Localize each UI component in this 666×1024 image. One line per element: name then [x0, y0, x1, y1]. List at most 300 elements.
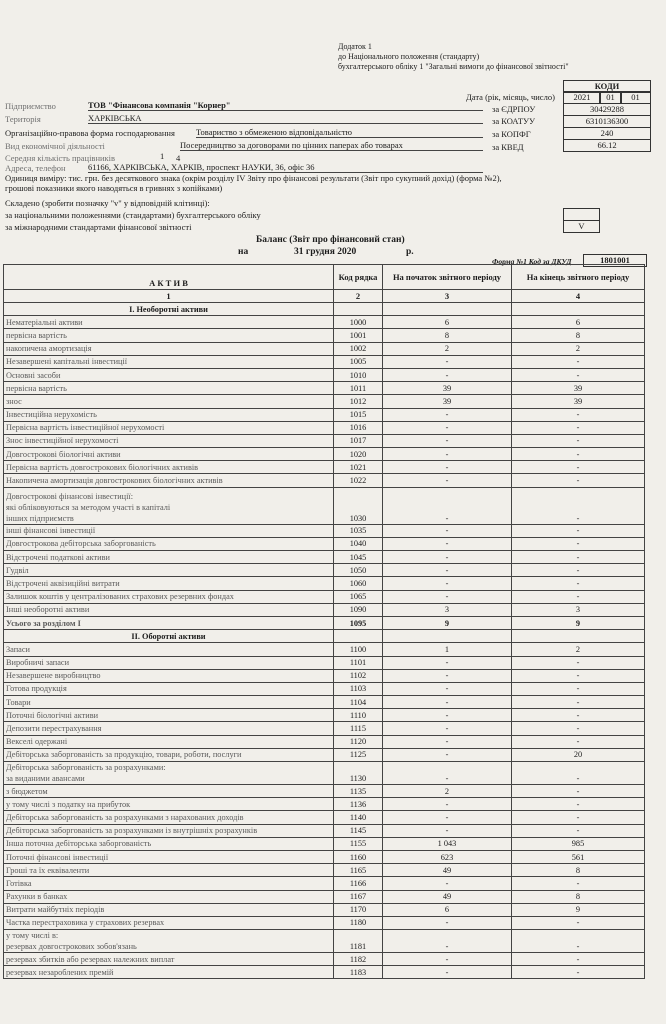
employees-value-1: 1	[160, 151, 165, 161]
table-row	[4, 837, 645, 850]
row-start-value: -	[383, 537, 512, 550]
row-label	[4, 329, 334, 342]
row-label-line: Первісна вартість інвестиційної нерухомості	[6, 423, 165, 433]
table-header-row	[4, 265, 645, 290]
row-start-value: 6	[383, 316, 512, 329]
row-start-value: -	[383, 656, 512, 669]
row-end-value: -	[512, 762, 645, 785]
row-label-line: Рахунки в банках	[6, 892, 68, 902]
row-start-value: 6	[383, 903, 512, 916]
table-row	[4, 785, 645, 798]
table-row	[4, 966, 645, 979]
table-row	[4, 316, 645, 329]
row-end-value: -	[512, 434, 645, 447]
col-num: 1	[4, 290, 334, 303]
row-label	[4, 316, 334, 329]
table-row	[4, 890, 645, 903]
row-end-value: 6	[512, 316, 645, 329]
row-label-line: Довгострокова дебіторська заборгованість	[6, 539, 156, 549]
row-end-value: 2	[512, 342, 645, 355]
row-label-line: Відстрочені аквізиційні витрати	[6, 578, 120, 588]
row-label	[4, 916, 334, 929]
addendum-line: Додаток 1	[338, 42, 372, 51]
row-start-value: 3	[383, 603, 512, 616]
row-code: 1100	[334, 643, 383, 656]
row-start-value: 623	[383, 850, 512, 863]
row-label-line: Частка перестраховика у страхових резервах	[6, 918, 165, 928]
row-code: 1166	[334, 877, 383, 890]
row-end-value: 39	[512, 382, 645, 395]
row-end-value: -	[512, 368, 645, 381]
row-start-value: -	[383, 696, 512, 709]
row-label-line: Незавершене виробництво	[6, 671, 101, 681]
row-end-value: -	[512, 953, 645, 966]
row-label	[4, 656, 334, 669]
row-start-value: 1 043	[383, 837, 512, 850]
row-label	[4, 564, 334, 577]
legal-form-value: Товариство з обмеженою відповідальністю	[196, 127, 483, 138]
row-code: 1181	[334, 930, 383, 953]
row-start-value: -	[383, 735, 512, 748]
table-row	[4, 616, 645, 629]
row-label-line: Відстрочені податкові активи	[6, 552, 110, 562]
row-label	[4, 669, 334, 682]
row-start-value: -	[383, 564, 512, 577]
row-end-value: 8	[512, 864, 645, 877]
row-code: 1145	[334, 824, 383, 837]
row-code: 1120	[334, 735, 383, 748]
table-row	[4, 656, 645, 669]
row-label	[4, 890, 334, 903]
row-start-value: -	[383, 682, 512, 695]
table-row	[4, 682, 645, 695]
units-line-2: грошові показники якого наводяться в гривнях з копійками)	[5, 183, 223, 193]
table-row	[4, 877, 645, 890]
row-code: 1030	[334, 487, 383, 524]
row-label	[4, 537, 334, 550]
row-label-line: первісна вартість	[6, 383, 67, 393]
row-label-line: Дебіторська заборгованість за продукцію, товари, роботи, послуги	[6, 750, 242, 760]
row-label	[4, 722, 334, 735]
row-end-value: -	[512, 916, 645, 929]
row-label-line: Поточні біологічні активи	[6, 710, 99, 720]
row-end-value: -	[512, 930, 645, 953]
row-code: 1010	[334, 368, 383, 381]
row-code: 1170	[334, 903, 383, 916]
units-line-1: Одиниця виміру: тис. грн. без десяткового знака (окрім розділу IV Звіту про фінансові результати (Звіт про сукупний дохід) (форма №2),	[5, 173, 502, 183]
activity-value: Посередництво за договорами по цінних паперах або товарах	[180, 140, 483, 151]
table-row	[4, 395, 645, 408]
enterprise-label: Підприємство	[5, 101, 56, 111]
row-end-value: 9	[512, 903, 645, 916]
row-label-line: Інші необоротні активи	[6, 605, 90, 615]
row-start-value: -	[383, 524, 512, 537]
row-end-value: -	[512, 669, 645, 682]
row-end-value: -	[512, 696, 645, 709]
row-start-value: -	[383, 930, 512, 953]
row-label-line: Усього за розділом I	[6, 618, 81, 628]
row-label-line: резервах незароблених премій	[6, 967, 114, 977]
row-label-line: Гудвіл	[6, 565, 29, 575]
row-label	[4, 877, 334, 890]
activity-label: Вид економічної діяльності	[5, 141, 105, 151]
table-row	[4, 930, 645, 953]
row-start-value: -	[383, 953, 512, 966]
employees-value-2: 4	[176, 153, 181, 163]
table-row	[4, 824, 645, 837]
table-row	[4, 850, 645, 863]
enterprise-value: ТОВ "Фінансова компанія "Корнер"	[88, 100, 483, 111]
table-row	[4, 903, 645, 916]
row-code: 1125	[334, 748, 383, 761]
row-start-value: -	[383, 877, 512, 890]
row-start-value: -	[383, 709, 512, 722]
row-end-value: -	[512, 524, 645, 537]
row-label	[4, 616, 334, 629]
row-end-value: -	[512, 824, 645, 837]
row-label-line: Виробничі запаси	[6, 658, 70, 668]
table-row	[4, 722, 645, 735]
row-label-line: Товари	[6, 697, 31, 707]
row-end-value: -	[512, 448, 645, 461]
table-row	[4, 303, 645, 316]
table-row	[4, 551, 645, 564]
row-start-value: 39	[383, 395, 512, 408]
report-title: Баланс (Звіт про фінансовий стан)	[256, 235, 405, 245]
row-label	[4, 953, 334, 966]
row-end-value: 8	[512, 890, 645, 903]
edrpou-value: 30429288	[563, 103, 651, 116]
row-label	[4, 864, 334, 877]
row-label-line: Інвестиційна нерухомість	[6, 410, 97, 420]
row-start-value: -	[383, 762, 512, 785]
row-end-value: 3	[512, 603, 645, 616]
row-start-value: -	[383, 811, 512, 824]
row-start-value: -	[383, 590, 512, 603]
table-row	[4, 461, 645, 474]
table-row	[4, 709, 645, 722]
row-label	[4, 342, 334, 355]
table-row	[4, 603, 645, 616]
koatuu-value: 6310136300	[563, 115, 651, 128]
row-code: 1035	[334, 524, 383, 537]
row-label	[4, 524, 334, 537]
row-code: 1001	[334, 329, 383, 342]
row-label-line: Готівка	[6, 878, 32, 888]
row-label	[4, 303, 334, 316]
row-label	[4, 577, 334, 590]
row-end-value	[512, 630, 645, 643]
territory-label: Територія	[5, 114, 41, 124]
row-start-value: -	[383, 916, 512, 929]
row-label-line: інші фінансові інвестиції	[6, 526, 96, 536]
table-row	[4, 448, 645, 461]
row-label-line: накопичена амортизація	[6, 344, 92, 354]
row-start-value: -	[383, 669, 512, 682]
row-label	[4, 434, 334, 447]
date-month: 01	[599, 91, 622, 104]
table-row	[4, 762, 645, 785]
table-row	[4, 537, 645, 550]
row-label-line: Векселі одержані	[6, 737, 68, 747]
row-start-value: -	[383, 474, 512, 487]
row-label	[4, 487, 334, 524]
report-date-prefix: на	[238, 247, 249, 257]
row-label	[4, 408, 334, 421]
row-label-line: резервах довгострокових зобов'язань	[6, 942, 137, 952]
table-row	[4, 669, 645, 682]
row-start-value: -	[383, 355, 512, 368]
row-code: 1002	[334, 342, 383, 355]
col-header-code: Код рядка	[334, 265, 383, 290]
table-row	[4, 953, 645, 966]
row-start-value: -	[383, 421, 512, 434]
table-row	[4, 329, 645, 342]
kved-value: 66.12	[563, 139, 651, 152]
row-label	[4, 368, 334, 381]
intl-std-checkbox: V	[563, 220, 600, 233]
row-label-line: Дебіторська заборгованість за розрахунками:	[6, 763, 166, 772]
row-label	[4, 461, 334, 474]
table-row	[4, 630, 645, 643]
balance-table	[3, 264, 645, 979]
table-row	[4, 564, 645, 577]
row-label-line: Запаси	[6, 644, 30, 654]
row-code: 1021	[334, 461, 383, 474]
row-code: 1182	[334, 953, 383, 966]
row-code: 1155	[334, 837, 383, 850]
row-label	[4, 382, 334, 395]
address-label: Адреса, телефон	[5, 163, 66, 173]
row-code: 1090	[334, 603, 383, 616]
row-label	[4, 785, 334, 798]
table-row	[4, 368, 645, 381]
row-start-value: -	[383, 487, 512, 524]
row-label-line: Первісна вартість довгострокових біологічних активів	[6, 462, 199, 472]
row-code: 1050	[334, 564, 383, 577]
row-label	[4, 395, 334, 408]
table-row	[4, 916, 645, 929]
row-label-line: II. Оборотні активи	[131, 631, 206, 641]
row-start-value: -	[383, 824, 512, 837]
kopfg-label: за КОПФГ	[492, 129, 531, 139]
row-end-value: -	[512, 551, 645, 564]
row-end-value: -	[512, 564, 645, 577]
row-end-value: -	[512, 355, 645, 368]
table-row	[4, 342, 645, 355]
addendum-line: до Національного положення (стандарту)	[338, 52, 480, 61]
table-row	[4, 811, 645, 824]
codes-title: КОДИ	[563, 80, 651, 93]
row-code: 1012	[334, 395, 383, 408]
row-code: 1017	[334, 434, 383, 447]
row-end-value: -	[512, 722, 645, 735]
row-label-line: Готова продукція	[6, 684, 67, 694]
row-label	[4, 603, 334, 616]
row-code: 1020	[334, 448, 383, 461]
row-code	[334, 630, 383, 643]
row-code: 1040	[334, 537, 383, 550]
row-start-value: -	[383, 368, 512, 381]
row-label-line: I. Необоротні активи	[129, 304, 208, 314]
row-start-value: 9	[383, 616, 512, 629]
row-label	[4, 551, 334, 564]
row-code: 1000	[334, 316, 383, 329]
row-label-line: Довгострокові фінансові інвестиції:	[6, 491, 134, 501]
nat-std-label: за національними положеннями (стандартами) бухгалтерського обліку	[5, 210, 261, 220]
row-label	[4, 903, 334, 916]
row-label-line: первісна вартість	[6, 330, 67, 340]
row-end-value: -	[512, 811, 645, 824]
row-end-value: -	[512, 798, 645, 811]
row-end-value: 8	[512, 329, 645, 342]
row-code: 1110	[334, 709, 383, 722]
table-row	[4, 735, 645, 748]
row-code: 1005	[334, 355, 383, 368]
row-start-value: 39	[383, 382, 512, 395]
row-label	[4, 824, 334, 837]
table-row	[4, 355, 645, 368]
row-end-value: -	[512, 966, 645, 979]
row-end-value: 2	[512, 643, 645, 656]
table-row	[4, 382, 645, 395]
employees-label: Середня кількість працівників	[5, 153, 116, 163]
row-code: 1140	[334, 811, 383, 824]
table-row	[4, 524, 645, 537]
row-start-value: 2	[383, 342, 512, 355]
row-end-value: -	[512, 877, 645, 890]
row-code: 1065	[334, 590, 383, 603]
row-label-line: резервах збитків або резервах належних виплат	[6, 954, 175, 964]
row-end-value: 39	[512, 395, 645, 408]
row-label	[4, 682, 334, 695]
addendum-line: бухгалтерського обліку 1 "Загальні вимоги до фінансової звітності"	[338, 62, 569, 71]
row-code: 1183	[334, 966, 383, 979]
row-code: 1011	[334, 382, 383, 395]
row-end-value: -	[512, 577, 645, 590]
row-code: 1060	[334, 577, 383, 590]
row-label	[4, 474, 334, 487]
table-row	[4, 696, 645, 709]
row-start-value: 2	[383, 785, 512, 798]
row-label-line: у тому числі з податку на прибуток	[6, 799, 131, 809]
row-code: 1102	[334, 669, 383, 682]
address-value: 61166, ХАРКІВСЬКА, ХАРКІВ, проспект НАУКИ, 36, офіс 36	[88, 162, 483, 173]
row-code: 1115	[334, 722, 383, 735]
row-end-value: 20	[512, 748, 645, 761]
row-code: 1022	[334, 474, 383, 487]
row-code: 1167	[334, 890, 383, 903]
table-row	[4, 590, 645, 603]
row-label-line: за виданими авансами	[6, 774, 85, 783]
legal-form-label: Організаційно-правова форма господарювання	[5, 128, 175, 138]
row-code: 1015	[334, 408, 383, 421]
kopfg-value: 240	[563, 127, 651, 140]
row-label-line: з бюджетом	[6, 786, 48, 796]
row-end-value: -	[512, 590, 645, 603]
row-code: 1165	[334, 864, 383, 877]
row-start-value: -	[383, 408, 512, 421]
date-day: 01	[620, 91, 651, 104]
row-end-value: -	[512, 487, 645, 524]
row-label	[4, 837, 334, 850]
table-body	[4, 303, 645, 979]
row-end-value: -	[512, 709, 645, 722]
row-end-value: -	[512, 537, 645, 550]
row-end-value	[512, 303, 645, 316]
row-label-line: Дебіторська заборгованість за розрахунками із внутрішніх розрахунків	[6, 826, 258, 836]
row-start-value: 49	[383, 864, 512, 877]
table-row	[4, 748, 645, 761]
prepared-label: Складено (зробити позначку "v" у відповідній клітинці):	[5, 198, 210, 208]
row-end-value: 9	[512, 616, 645, 629]
table-row	[4, 643, 645, 656]
row-end-value: -	[512, 785, 645, 798]
date-label: Дата (рік, місяць, число)	[466, 92, 555, 102]
row-end-value: -	[512, 408, 645, 421]
row-start-value: 49	[383, 890, 512, 903]
row-code: 1103	[334, 682, 383, 695]
row-label-line: Поточні фінансові інвестиції	[6, 852, 109, 862]
row-label	[4, 421, 334, 434]
intl-std-label: за міжнародними стандартами фінансової звітності	[5, 222, 192, 232]
row-code: 1130	[334, 762, 383, 785]
row-end-value: -	[512, 735, 645, 748]
row-label-line: Незавершені капітальні інвестиції	[6, 357, 128, 367]
row-code: 1095	[334, 616, 383, 629]
row-start-value	[383, 303, 512, 316]
row-end-value: 561	[512, 850, 645, 863]
report-year-suffix: р.	[406, 247, 414, 257]
table-row	[4, 434, 645, 447]
row-label	[4, 643, 334, 656]
row-code: 1135	[334, 785, 383, 798]
row-label-line: Депозити перестрахування	[6, 724, 102, 734]
row-end-value: -	[512, 421, 645, 434]
row-label	[4, 850, 334, 863]
row-label-line: які обліковуються за методом участі в капіталі	[6, 502, 171, 512]
row-label	[4, 630, 334, 643]
row-label	[4, 798, 334, 811]
row-label-line: Інша поточна дебіторська заборгованість	[6, 839, 152, 849]
row-label-line: Дебіторська заборгованість за розрахунками з нарахованих доходів	[6, 812, 244, 822]
row-start-value: -	[383, 966, 512, 979]
row-code: 1101	[334, 656, 383, 669]
col-num: 4	[512, 290, 645, 303]
row-label	[4, 696, 334, 709]
table-row	[4, 421, 645, 434]
row-label	[4, 966, 334, 979]
row-start-value: -	[383, 551, 512, 564]
row-label	[4, 762, 334, 785]
row-start-value: 8	[383, 329, 512, 342]
col-header-asset: А К Т И В	[4, 265, 334, 290]
row-label	[4, 930, 334, 953]
territory-value: ХАРКІВСЬКА	[88, 113, 483, 124]
row-code: 1016	[334, 421, 383, 434]
row-label-line: Гроші та їх еквіваленти	[6, 865, 90, 875]
row-end-value: -	[512, 461, 645, 474]
row-start-value: 1	[383, 643, 512, 656]
row-label	[4, 811, 334, 824]
row-code: 1160	[334, 850, 383, 863]
edrpou-label: за ЄДРПОУ	[492, 104, 536, 114]
row-label-line: Основні засоби	[6, 370, 61, 380]
row-label-line: Знос інвестиційної нерухомості	[6, 436, 119, 446]
row-label-line: Накопичена амортизація довгострокових біологічних активів	[6, 476, 223, 486]
row-label	[4, 748, 334, 761]
row-start-value: -	[383, 434, 512, 447]
